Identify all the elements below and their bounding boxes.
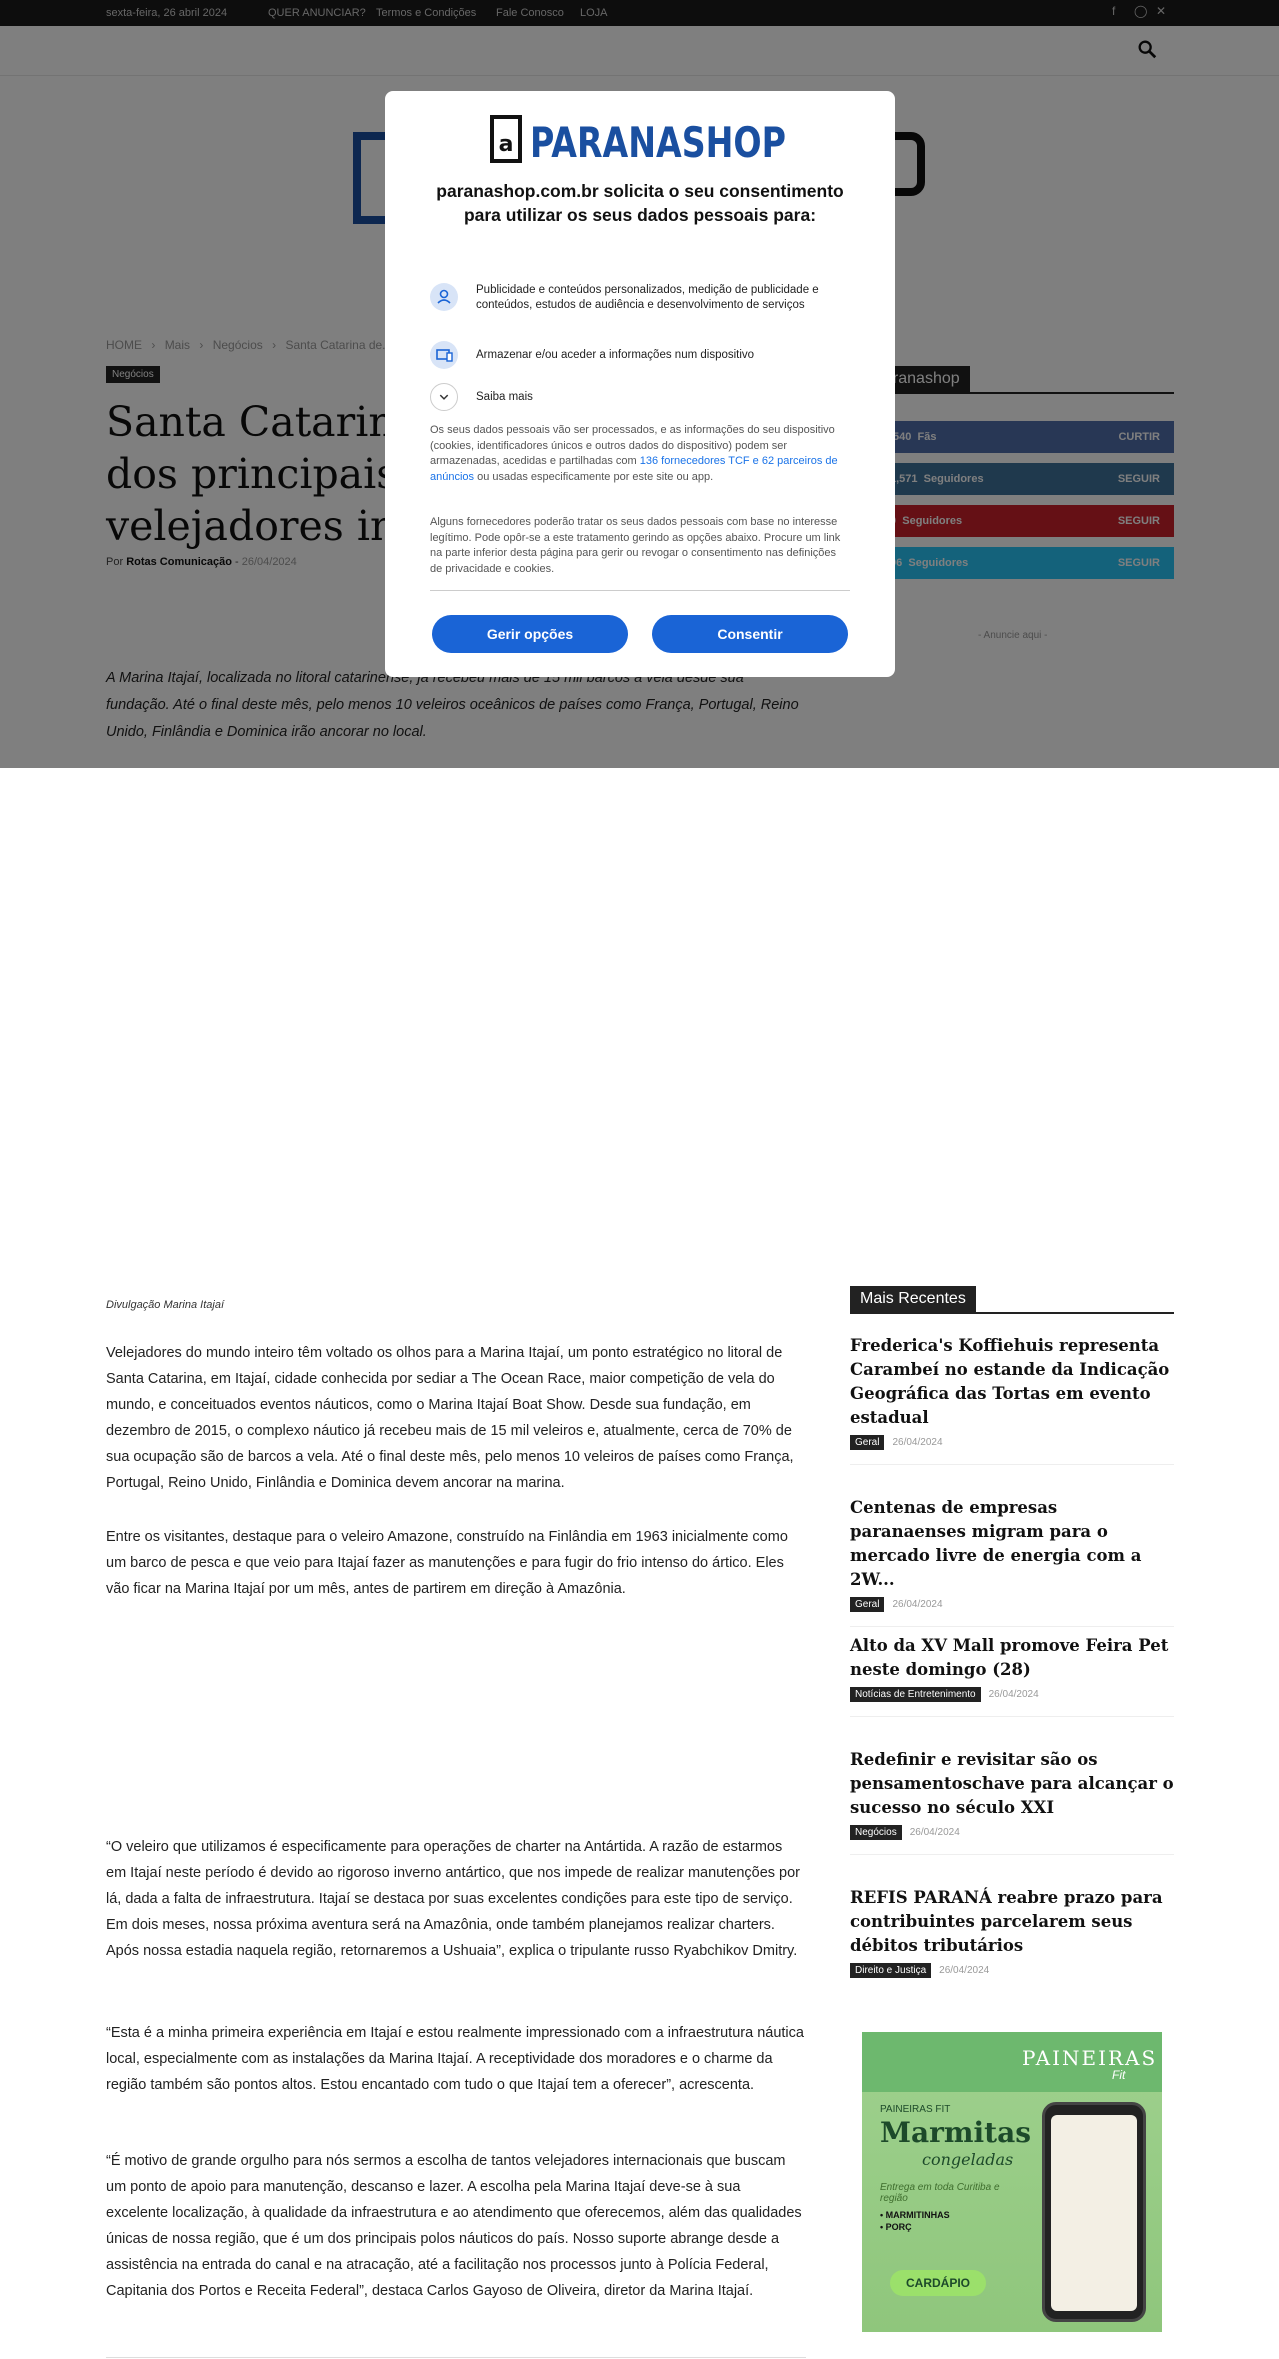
recent-post-date: 26/04/2024 bbox=[892, 1437, 943, 1448]
article-paragraph: “O veleiro que utilizamos é especificamente para operações de charter na Antártida. A razão de estarmos em Itajaí neste período é devido ao rigoroso inverno antártico, que nos impede de realizar manutenções por lá, dada a falta de infraestrutura. Itajaí se destaca por suas excelentes condições para este tipo de serviço. Em dois meses, nossa próxima aventura será na Amazônia, onde também planejamos realizar charters. Após nossa estadia naquela região, retornaremos a Ushuaia”, explica o tripulante russo Ryabchikov Dmitry. bbox=[106, 1839, 801, 1959]
recent-heading-label: Mais Recentes bbox=[850, 1286, 976, 1314]
recent-post[interactable] bbox=[850, 1496, 1174, 1627]
recent-post-date: 26/04/2024 bbox=[909, 1827, 960, 1838]
device-icon bbox=[430, 341, 458, 369]
recent-post-title[interactable]: Centenas de empresas paranaenses migram para o mercado livre de energia com a 2W... bbox=[850, 1498, 1142, 1589]
promo-line1: PAINEIRAS FIT bbox=[880, 2104, 951, 2115]
purpose-personalised-ads bbox=[430, 283, 860, 327]
recent-post[interactable] bbox=[850, 1334, 1174, 1465]
promo-brand: PAINEIRAS bbox=[1022, 2046, 1158, 2070]
svg-text:a: a bbox=[498, 132, 514, 157]
consent-dialog bbox=[385, 91, 895, 677]
recent-heading bbox=[850, 1286, 1174, 1314]
divider bbox=[430, 590, 850, 591]
image-caption: Divulgação Marina Itajaí bbox=[106, 1299, 225, 1311]
promo-title: Marmitas bbox=[880, 2116, 1031, 2149]
promo-header bbox=[862, 2032, 1162, 2092]
user-icon bbox=[430, 283, 458, 311]
recent-post-tag[interactable]: Geral bbox=[850, 1597, 884, 1612]
chevron-down-icon[interactable] bbox=[430, 383, 458, 411]
recent-post-date: 26/04/2024 bbox=[939, 1965, 990, 1976]
purpose-storage bbox=[430, 341, 860, 369]
recent-post-tag[interactable]: Notícias de Entretenimento bbox=[850, 1687, 981, 1702]
vendors-link[interactable]: 136 fornecedores TCF e 62 parceiros de anúncios bbox=[430, 455, 838, 483]
promo-tagline: Entrega em toda Curitiba e região bbox=[880, 2182, 1000, 2204]
logo-text: PARANASHOP bbox=[530, 118, 786, 167]
recent-post-title[interactable]: Alto da XV Mall promove Feira Pet neste domingo (28) bbox=[850, 1636, 1169, 1679]
recent-post-tag[interactable]: Geral bbox=[850, 1435, 884, 1450]
recent-post-title[interactable]: Frederica's Koffiehuis representa Carambeí no estande da Indicação Geográfica das Tortas em evento estadual bbox=[850, 1336, 1170, 1427]
recent-post-title[interactable]: REFIS PARANÁ reabre prazo para contribuintes parcelarem seus débitos tributários bbox=[850, 1888, 1163, 1955]
consent-button[interactable]: Consentir bbox=[652, 615, 848, 653]
learn-more-toggle[interactable] bbox=[430, 383, 860, 411]
recent-post-tag[interactable]: Negócios bbox=[850, 1825, 902, 1840]
paranashop-logo bbox=[490, 113, 790, 167]
promo-cta-button[interactable]: CARDÁPIO bbox=[890, 2270, 986, 2296]
promo-item: • MARMITINHAS bbox=[880, 2210, 950, 2220]
recent-post[interactable] bbox=[850, 1748, 1174, 1855]
article-paragraph: Velejadores do mundo inteiro têm voltado os olhos para a Marina Itajaí, um ponto estratégico no litoral de Santa Catarina, em Itajaí, cidade conhecida por sediar a The Ocean Race, maior competição de vela do mundo, e conceituados eventos náuticos, como o Marina Itajaí Boat Show. Desde sua fundação, em dezembro de 2015, o complexo náutico já recebeu mais de 15 mil veleiros e, atualmente, cerca de 70% de sua ocupação são de barcos a vela. Até o final deste mês, pelo menos 10 veleiros de países como França, Portugal, Reino Unido, Finlândia e Dominica devem ancorar na marina. bbox=[106, 1345, 794, 1491]
divider bbox=[106, 2357, 806, 2358]
recent-post-date: 26/04/2024 bbox=[988, 1689, 1039, 1700]
consent-body-1: Os seus dados pessoais vão ser processados, e as informações do seu dispositivo (cookies, identificadores únicos e outros dados do dispositivo) podem ser armazenadas, acedidas e partilhadas com 136 fornecedores TCF e 62 parceiros de anúncios ou usadas especificamente por este site ou app. bbox=[430, 424, 838, 483]
promo-sub: Fit bbox=[1112, 2068, 1126, 2082]
purpose-text: Armazenar e/ou aceder a informações num dispositivo bbox=[476, 349, 755, 361]
article-paragraph: “Esta é a minha primeira experiência em Itajaí e estou realmente impressionado com a infraestrutura náutica local, especialmente com as instalações da Marina Itajaí. A receptividade dos moradores e o charme da região também são pontos altos. Estou encantado com tudo o que Itajaí tem a oferecer”, acrescenta. bbox=[106, 2025, 804, 2093]
purpose-text: Publicidade e conteúdos personalizados, medição de publicidade e conteúdos, estudos de audiência e desenvolvimento de serviços bbox=[476, 284, 819, 311]
promo-item: • PORÇ bbox=[880, 2222, 912, 2232]
promo-subtitle: congeladas bbox=[922, 2150, 1014, 2169]
consent-body-2: Alguns fornecedores poderão tratar os seus dados pessoais com base no interesse legítimo. Pode opôr-se a este tratamento gerindo as opções abaixo. Procure um link na parte inferior desta página para gerir ou revogar o consentimento nas definições de privacidade e cookies. bbox=[430, 516, 841, 575]
learn-more-label[interactable]: Saiba mais bbox=[476, 391, 533, 403]
recent-post[interactable] bbox=[850, 1886, 1174, 1978]
paineiras-ad-banner[interactable] bbox=[862, 2032, 1162, 2332]
article-paragraph: “É motivo de grande orgulho para nós sermos a escolha de tantos velejadores internacionais que buscam um ponto de apoio para manutenção, descanso e lazer. A escolha pela Marina Itajaí deve-se à sua excelente localização, à qualidade da infraestrutura e ao atendimento que oferecemos, além das qualidades únicas de nossa região, que é um dos principais polos náuticos do país. Nosso suporte abrange desde a assistência na entrada do canal e na atracação, até a facilitação nos processos junto à Polícia Federal, Capitania dos Portos e Receita Federal”, destaca Carlos Gayoso de Oliveira, diretor da Marina Itajaí. bbox=[106, 2153, 802, 2299]
recent-post-title[interactable]: Redefinir e revisitar são os pensamentoschave para alcançar o sucesso no século XXI bbox=[850, 1750, 1174, 1817]
manage-options-button[interactable]: Gerir opções bbox=[432, 615, 628, 653]
recent-post[interactable] bbox=[850, 1634, 1174, 1717]
consent-heading: paranashop.com.br solicita o seu consentimento para utilizar os seus dados pessoais para: bbox=[436, 181, 844, 225]
article-paragraph: Entre os visitantes, destaque para o veleiro Amazone, construído na Finlândia em 1963 inicialmente como um barco de pesca e que veio para Itajaí fazer as manutenções e para fugir do frio intenso do ártico. Eles vão ficar na Marina Itajaí por um mês, antes de partirem em direção à Amazônia. bbox=[106, 1529, 788, 1597]
recent-post-tag[interactable]: Direito e Justiça bbox=[850, 1963, 931, 1978]
phone-image bbox=[1042, 2102, 1146, 2322]
recent-post-date: 26/04/2024 bbox=[892, 1599, 943, 1610]
